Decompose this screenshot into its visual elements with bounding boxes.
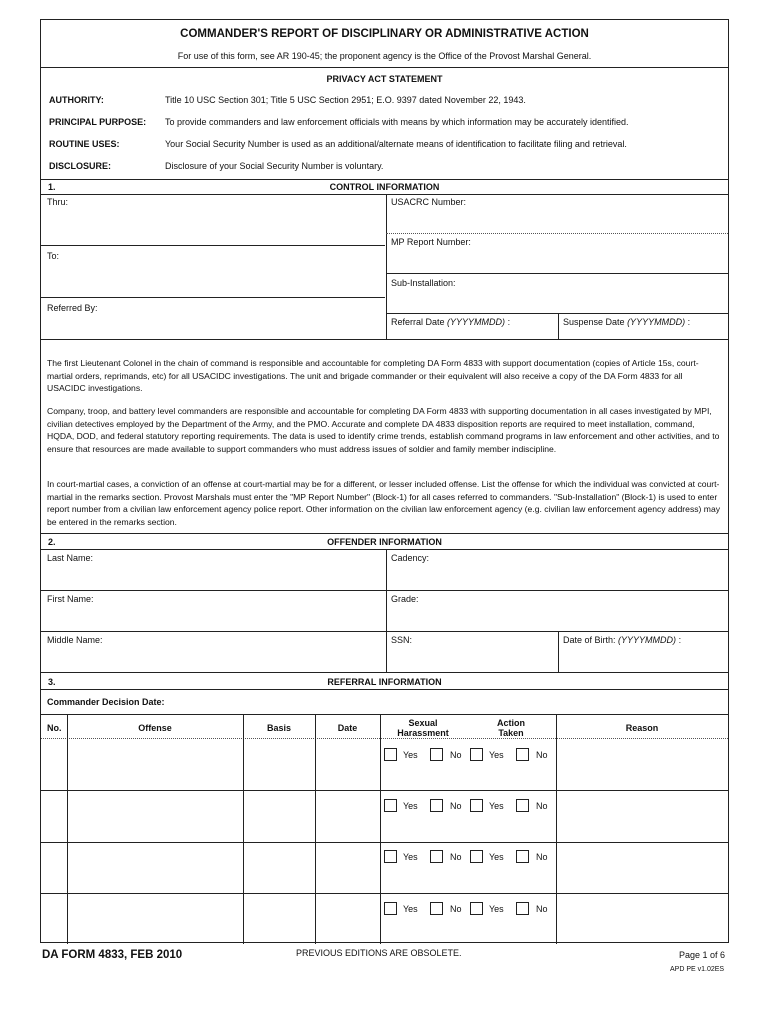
col-date: Date: [337, 723, 358, 733]
middle-name-label: Middle Name:: [47, 635, 103, 645]
checkbox-label: No: [536, 801, 548, 811]
action-taken-no-checkbox[interactable]: [516, 799, 529, 812]
checkbox-label: Yes: [489, 750, 504, 760]
col-reason: Reason: [625, 723, 659, 733]
checkbox-label: Yes: [403, 852, 418, 862]
section3-number: 3.: [48, 677, 56, 687]
checkbox-label: No: [536, 852, 548, 862]
page-number: Page 1 of 6: [679, 950, 726, 960]
authority-label: AUTHORITY:: [49, 95, 104, 105]
checkbox-label: Yes: [403, 801, 418, 811]
checkbox-label: No: [536, 904, 548, 914]
instruction-paragraph-3: In court-martial cases, a conviction of an offense at court-martial may be for a different, or lesser included offense. List the offense for which the individual was convicted at court-martial in the remarks section. Provost Marshals must enter the "MP Report Number" (Block-1) for all cases referred to commanders. "Sub-Installation" (Block-1) is used to enter report number from a civilian law enforcement agency police report. Other information on the civilian law enforcement agency (e.g. civilian law enforcement agency address) may be entered in the remarks section.: [47, 479, 721, 527]
purpose-text: To provide commanders and law enforcement officials with means by which information may be accurately identified.: [165, 117, 629, 127]
action-taken-no-checkbox[interactable]: [516, 748, 529, 761]
sexual-harassment-no-checkbox[interactable]: [430, 799, 443, 812]
to-label: To:: [47, 251, 60, 261]
form-title: COMMANDER'S REPORT OF DISCIPLINARY OR ADMINISTRATIVE ACTION: [180, 28, 589, 40]
instruction-paragraph-1: The first Lieutenant Colonel in the chain of command is responsible and accountable for completing DA Form 4833 with support documentation (copies of Article 15s, court-martial orders, reprimands, etc) for all USACIDC investigations. The unit and brigade commander or their equivalent will also receive a copy of the DA Form 4833 for all USACIDC investigations.: [47, 358, 699, 394]
checkbox-label: No: [450, 904, 462, 914]
instruction-paragraph-2: Company, troop, and battery level commanders are responsible and accountable for completing DA Form 4833 with supporting documentation in all cases investigated by MPI, civilian detectives employed by the Department of the Army, and the PMO. Accurate and complete DA 4833 disposition reports are required to meet installation, command, HQDA, DOD, and federal statutory reporting requirements. The data is used to identify crime trends, establish command programs in law enforcement and other activities, and to ensure that resources are made available to support commanders who must address issues of soldier and family member indiscipline.: [47, 406, 720, 454]
action-taken-yes-checkbox[interactable]: [470, 748, 483, 761]
section1-number: 1.: [48, 182, 56, 192]
action-taken-yes-checkbox[interactable]: [470, 799, 483, 812]
referred-by-label: Referred By:: [47, 303, 98, 313]
offender-heading: OFFENDER INFORMATION: [327, 537, 442, 547]
referral-heading: REFERRAL INFORMATION: [327, 677, 442, 687]
checkbox-label: No: [450, 801, 462, 811]
checkbox-label: Yes: [489, 852, 504, 862]
suspense-date-label: Suspense Date (YYYYMMDD) :: [563, 317, 691, 327]
obsolete-notice: PREVIOUS EDITIONS ARE OBSOLETE.: [296, 948, 462, 958]
version-label: APD PE v1.02ES: [670, 966, 725, 973]
form-subtitle: For use of this form, see AR 190-45; the proponent agency is the Office of the Provost Marshal General.: [177, 51, 592, 61]
purpose-label: PRINCIPAL PURPOSE:: [49, 117, 147, 127]
checkbox-label: Yes: [403, 904, 418, 914]
routine-uses-label: ROUTINE USES:: [49, 139, 120, 149]
sexual-harassment-no-checkbox[interactable]: [430, 902, 443, 915]
dob-label: Date of Birth: (YYYYMMDD) :: [563, 635, 682, 645]
col-sexual-harassment: Sexual Harassment: [397, 718, 449, 738]
col-no: No.: [47, 723, 62, 733]
checkbox-label: Yes: [489, 904, 504, 914]
checkbox-label: No: [450, 852, 462, 862]
last-name-label: Last Name:: [47, 553, 94, 563]
usacrc-label: USACRC Number:: [391, 197, 467, 207]
disclosure-text: Disclosure of your Social Security Number is voluntary.: [165, 161, 384, 171]
sexual-harassment-yes-checkbox[interactable]: [384, 850, 397, 863]
checkbox-label: No: [450, 750, 462, 760]
privacy-heading: PRIVACY ACT STATEMENT: [326, 74, 443, 84]
cadency-label: Cadency:: [391, 553, 430, 563]
control-heading: CONTROL INFORMATION: [329, 182, 440, 192]
action-taken-yes-checkbox[interactable]: [470, 902, 483, 915]
action-taken-yes-checkbox[interactable]: [470, 850, 483, 863]
checkbox-label: Yes: [403, 750, 418, 760]
referral-date-label: Referral Date (YYYYMMDD) :: [391, 317, 511, 327]
checkbox-label: Yes: [489, 801, 504, 811]
form-page: [40, 19, 729, 943]
decision-date-label: Commander Decision Date:: [47, 697, 165, 707]
action-taken-no-checkbox[interactable]: [516, 850, 529, 863]
sexual-harassment-no-checkbox[interactable]: [430, 748, 443, 761]
checkbox-label: No: [536, 750, 548, 760]
section2-number: 2.: [48, 537, 56, 547]
first-name-label: First Name:: [47, 594, 94, 604]
col-offense: Offense: [138, 723, 172, 733]
sexual-harassment-no-checkbox[interactable]: [430, 850, 443, 863]
routine-uses-text: Your Social Security Number is used as an additional/alternate means of identification to facilitate filing and retrieval.: [165, 139, 627, 149]
disclosure-label: DISCLOSURE:: [49, 161, 112, 171]
ssn-label: SSN:: [391, 635, 413, 645]
action-taken-no-checkbox[interactable]: [516, 902, 529, 915]
sexual-harassment-yes-checkbox[interactable]: [384, 902, 397, 915]
col-basis: Basis: [266, 723, 292, 733]
sexual-harassment-yes-checkbox[interactable]: [384, 799, 397, 812]
col-action-taken: Action Taken: [497, 718, 525, 738]
sexual-harassment-yes-checkbox[interactable]: [384, 748, 397, 761]
sub-installation-label: Sub-Installation:: [391, 278, 456, 288]
mp-report-label: MP Report Number:: [391, 237, 471, 247]
form-id: DA FORM 4833, FEB 2010: [42, 949, 183, 961]
authority-text: Title 10 USC Section 301; Title 5 USC Section 2951; E.O. 9397 dated November 22, 1943.: [165, 95, 526, 105]
grade-label: Grade:: [391, 594, 419, 604]
thru-label: Thru:: [47, 197, 69, 207]
